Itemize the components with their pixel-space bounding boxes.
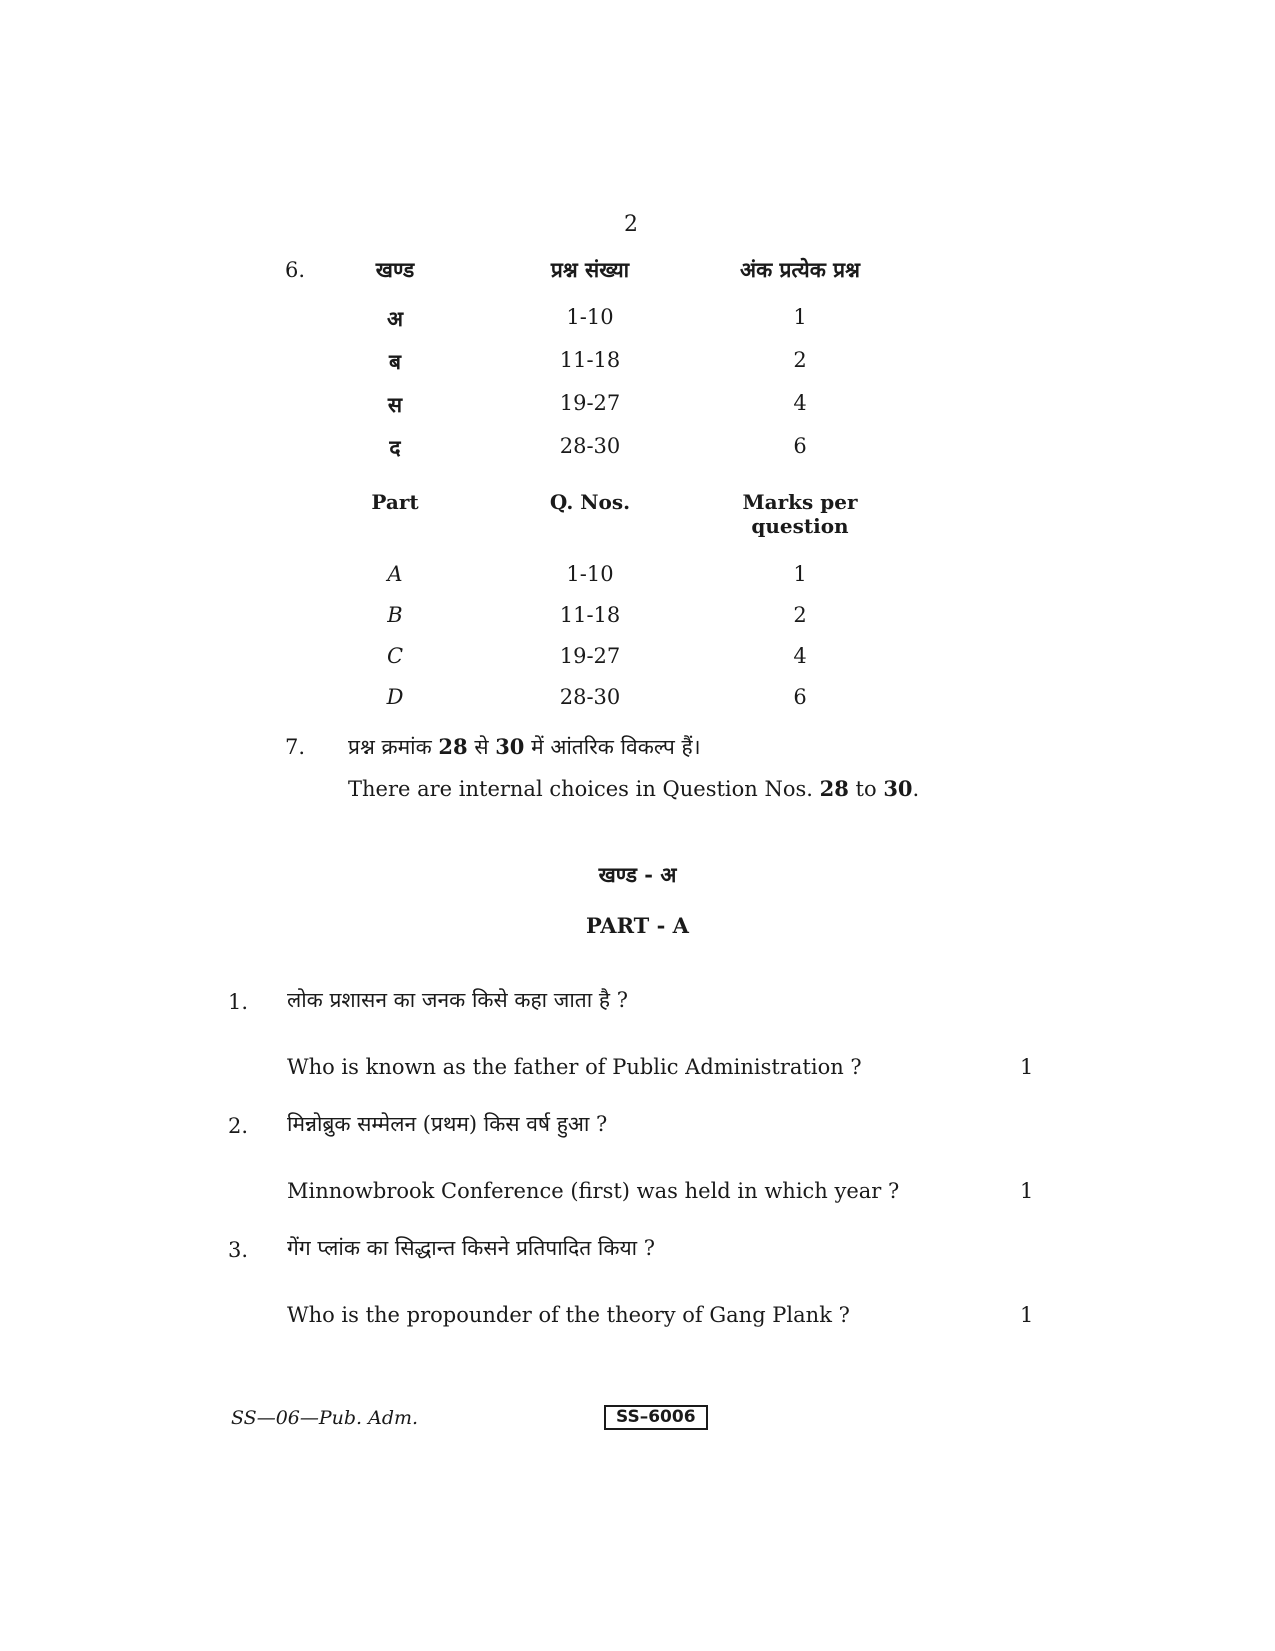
- table-cell: 2: [793, 603, 807, 627]
- bold-number: 28: [438, 734, 468, 759]
- question-english: Who is known as the father of Public Administration ?: [287, 1055, 862, 1079]
- question-number: 3.: [228, 1238, 249, 1262]
- table-cell: 11-18: [559, 603, 621, 627]
- table-cell: 28-30: [559, 434, 621, 458]
- question-marks: 1: [1020, 1303, 1034, 1327]
- table-cell: 1-10: [566, 305, 614, 329]
- table-cell: C: [386, 644, 404, 668]
- table-cell: स: [387, 392, 403, 417]
- text-fragment: में आंतरिक विकल्प हैं।: [524, 735, 701, 759]
- table-cell: 6: [793, 685, 807, 709]
- table-header-q-nos: Q. Nos.: [549, 490, 631, 514]
- table-header-part: Part: [371, 490, 419, 514]
- question-english: Who is the propounder of the theory of Gang Plank ?: [287, 1303, 850, 1327]
- table-header-marks-per: Marks per: [742, 490, 858, 514]
- instruction-number: 6.: [285, 258, 306, 282]
- table-cell: द: [389, 435, 401, 460]
- question-hindi: गेंग प्लांक का सिद्धान्त किसने प्रतिपादित किया ?: [287, 1236, 656, 1260]
- bold-number: 30: [495, 734, 525, 759]
- instruction-number: 7.: [285, 735, 306, 759]
- table-cell: अ: [386, 306, 404, 331]
- question-english: Minnowbrook Conference (first) was held in which year ?: [287, 1179, 900, 1203]
- footer-paper-code: SS–6006: [604, 1405, 708, 1430]
- text-fragment: प्रश्न क्रमांक: [348, 735, 439, 759]
- table-cell: A: [387, 562, 403, 586]
- bold-number: 30: [883, 776, 913, 801]
- table-header-question-numbers: प्रश्न संख्या: [550, 257, 630, 282]
- table-header-section: खण्ड: [375, 257, 415, 282]
- question-number: 2.: [228, 1114, 249, 1138]
- table-cell: 19-27: [559, 644, 621, 668]
- table-cell: 4: [793, 644, 807, 668]
- text-fragment: to: [848, 777, 884, 801]
- question-hindi: मिन्नोब्रुक सम्मेलन (प्रथम) किस वर्ष हुआ ?: [287, 1112, 608, 1136]
- table-header-marks-each: अंक प्रत्येक प्रश्न: [740, 257, 860, 282]
- table-cell: 2: [793, 348, 807, 372]
- section-title-hindi: खण्ड - अ: [598, 862, 677, 887]
- text-fragment: .: [912, 777, 920, 801]
- table-cell: 4: [793, 391, 807, 415]
- table-header-question: question: [751, 514, 849, 538]
- table-cell: 11-18: [559, 348, 621, 372]
- text-fragment: से: [467, 735, 496, 759]
- instruction-hindi: [348, 733, 701, 761]
- table-cell: 28-30: [559, 685, 621, 709]
- text-fragment: There are internal choices in Question Nos.: [348, 777, 820, 801]
- question-marks: 1: [1020, 1055, 1034, 1079]
- table-cell: 1: [793, 305, 807, 329]
- table-cell: 6: [793, 434, 807, 458]
- question-marks: 1: [1020, 1179, 1034, 1203]
- table-cell: ब: [389, 349, 401, 374]
- section-title-english: PART - A: [586, 913, 689, 938]
- table-cell: D: [386, 685, 404, 709]
- instruction-english: [348, 776, 919, 801]
- bold-number: 28: [819, 776, 849, 801]
- table-cell: 1: [793, 562, 807, 586]
- question-hindi: लोक प्रशासन का जनक किसे कहा जाता है ?: [287, 988, 628, 1012]
- table-cell: B: [387, 603, 403, 627]
- table-cell: 19-27: [559, 391, 621, 415]
- question-number: 1.: [228, 990, 249, 1014]
- footer-subject-code: SS—06—Pub. Adm.: [231, 1407, 419, 1429]
- page-number: 2: [624, 212, 638, 237]
- table-cell: 1-10: [566, 562, 614, 586]
